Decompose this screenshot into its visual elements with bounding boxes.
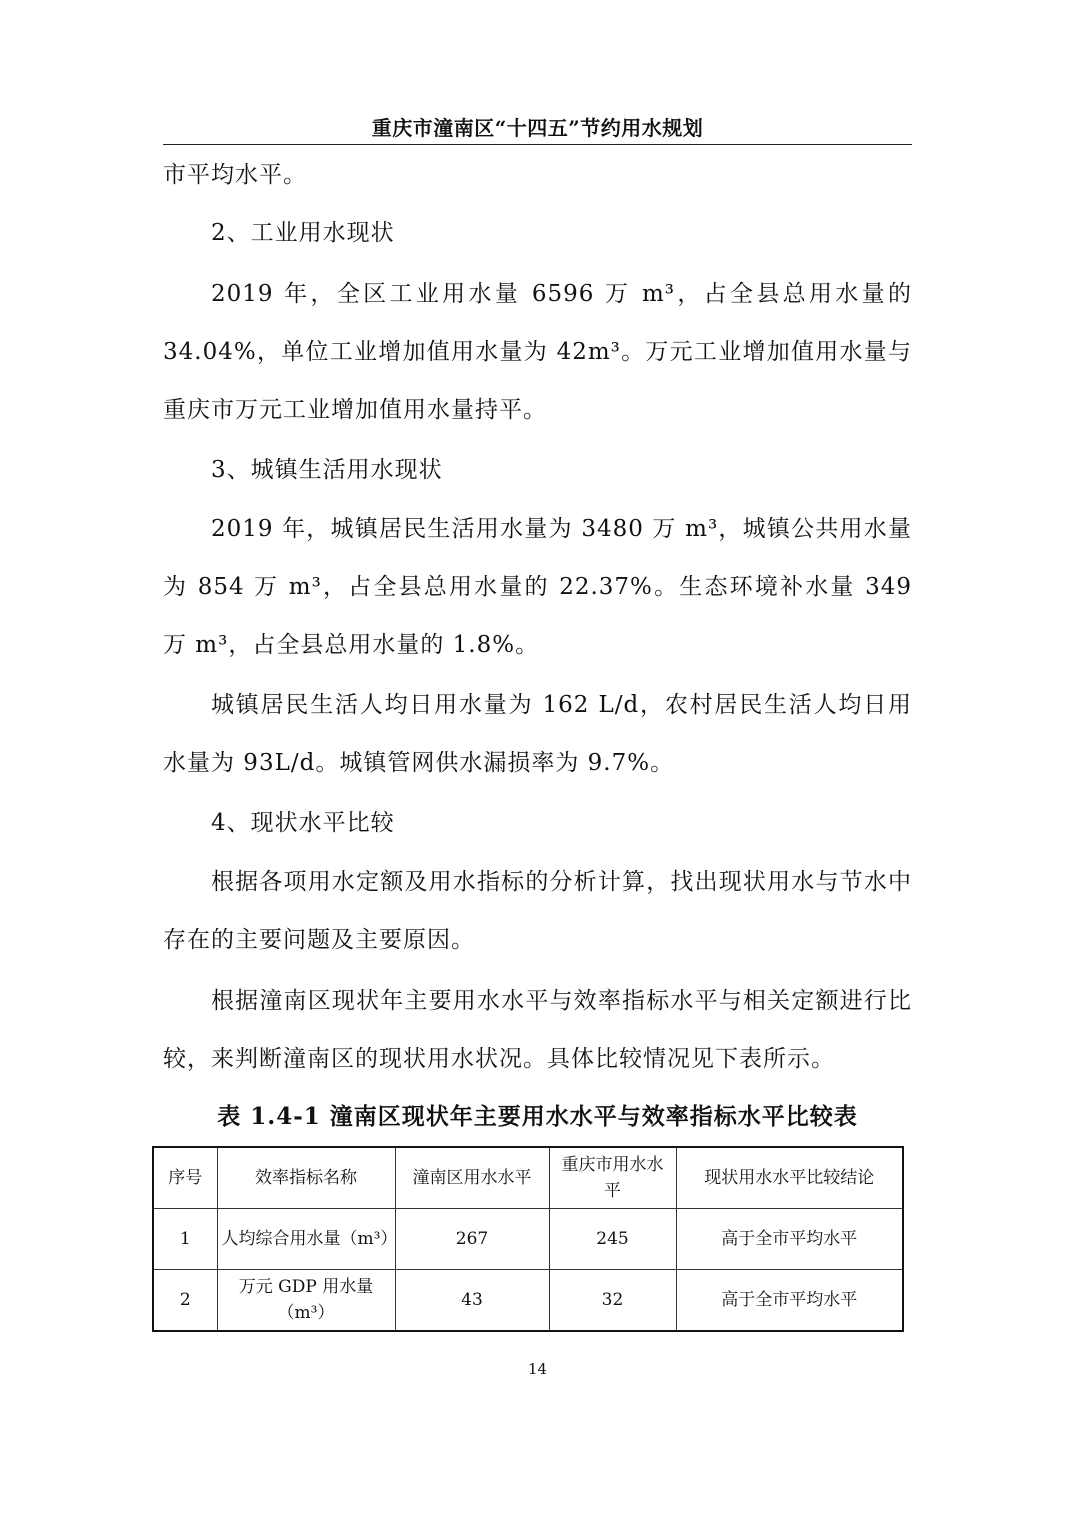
paragraph-per-capita-water: 城镇居民生活人均日用水量为 162 L/d，农村居民生活人均日用水量为 93L/d。城镇管网供水漏损率为 9.7%。	[163, 692, 912, 776]
paragraph-analysis: 根据各项用水定额及用水指标的分析计算，找出现状用水与节水中存在的主要问题及主要原因。	[163, 869, 912, 953]
table-cell: 人均综合用水量（m³）	[217, 1209, 395, 1270]
table-caption: 表 1.4-1 潼南区现状年主要用水水平与效率指标水平比较表	[217, 1103, 858, 1130]
table-cell: 1	[153, 1209, 217, 1270]
table-row	[153, 1209, 903, 1270]
header-cell-indicator: 效率指标名称	[217, 1147, 395, 1209]
page-number: 14	[527, 1360, 548, 1378]
table-cell: 32	[549, 1270, 676, 1332]
table-cell: 245	[549, 1209, 676, 1270]
table-cell: 267	[395, 1209, 549, 1270]
header-cell-chongqing-level: 重庆市用水水平	[549, 1147, 676, 1209]
table-cell: 2	[153, 1270, 217, 1332]
header-divider	[163, 144, 912, 145]
table-cell: 万元 GDP 用水量（m³）	[217, 1270, 395, 1332]
paragraph-comparison-intro: 根据潼南区现状年主要用水水平与效率指标水平与相关定额进行比较，来判断潼南区的现状用水状况。具体比较情况见下表所示。	[163, 988, 912, 1072]
page-header-title: 重庆市潼南区“十四五”节约用水规划	[371, 116, 704, 140]
section-heading-comparison: 4、现状水平比较	[211, 810, 395, 836]
header-cell-conclusion: 现状用水水平比较结论	[676, 1147, 903, 1209]
comparison-table	[152, 1146, 904, 1332]
table-header-row	[153, 1147, 903, 1209]
paragraph-urban-water: 2019 年，城镇居民生活用水量为 3480 万 m³，城镇公共用水量为 854 万 m³，占全县总用水量的 22.37%。生态环境补水量 349 万 m³，占全县总用水量的 1.8%。	[163, 516, 912, 658]
paragraph-industrial-water: 2019 年，全区工业用水量 6596 万 m³，占全县总用水量的 34.04%，单位工业增加值用水量为 42m³。万元工业增加值用水量与重庆市万元工业增加值用水量持平。	[163, 281, 912, 423]
table-cell: 高于全市平均水平	[676, 1270, 903, 1332]
table-cell: 高于全市平均水平	[676, 1209, 903, 1270]
table-cell: 43	[395, 1270, 549, 1332]
section-heading-industrial-water: 2、工业用水现状	[211, 220, 395, 246]
header-cell-tongnan-level: 潼南区用水水平	[395, 1147, 549, 1209]
header-cell-index: 序号	[153, 1147, 217, 1209]
section-heading-urban-water: 3、城镇生活用水现状	[211, 457, 443, 483]
paragraph-continuation: 市平均水平。	[163, 162, 307, 188]
table-row	[153, 1270, 903, 1332]
